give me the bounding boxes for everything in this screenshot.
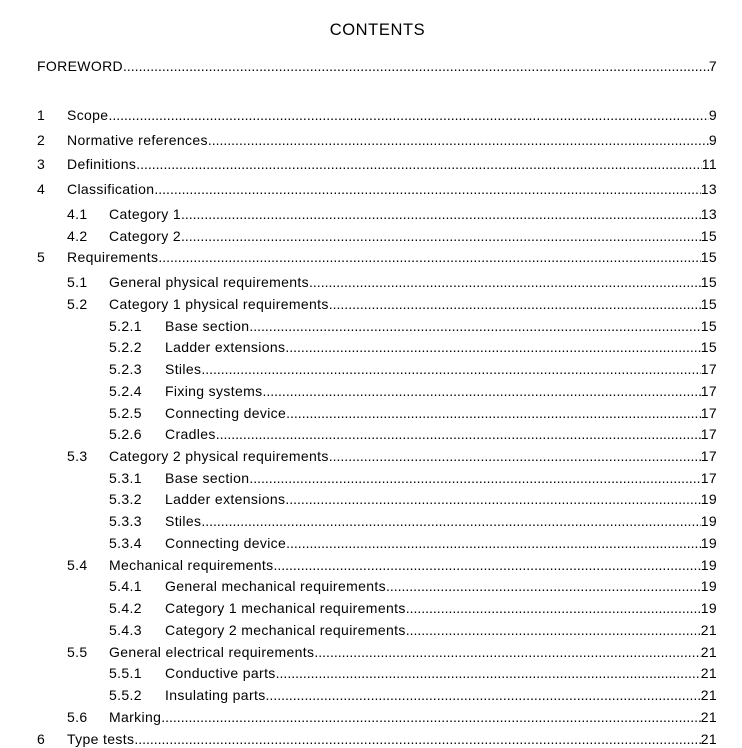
- toc-entry-title: Classification: [67, 181, 155, 197]
- toc-leader-line: [165, 338, 717, 356]
- toc-entry-title: Insulating parts: [165, 687, 266, 703]
- toc-entry-number: 5.2.1: [109, 318, 142, 334]
- toc-entry: [109, 599, 717, 617]
- toc-entry-number: 5.3.1: [109, 470, 142, 486]
- toc-entry-number: 5.2: [67, 296, 88, 312]
- toc-entry-page: 15: [700, 318, 717, 334]
- toc-leader-line: [165, 469, 717, 487]
- dot-leader: [285, 490, 700, 508]
- toc-entry: [67, 708, 717, 726]
- toc-entry-number: 5.3.2: [109, 491, 142, 507]
- toc-leader-line: [165, 425, 717, 443]
- toc-entry-number: 5.5.2: [109, 687, 142, 703]
- toc-entry-title: Ladder extensions: [165, 339, 286, 355]
- dot-leader: [309, 273, 701, 291]
- toc-entry-page: 19: [700, 578, 717, 594]
- toc-entry-page: 19: [700, 491, 717, 507]
- toc-entry-number: 5.4.1: [109, 578, 142, 594]
- toc-entry-page: 17: [700, 361, 717, 377]
- toc-entry-title: Fixing systems: [165, 383, 263, 399]
- toc-entry-title: Category 1 physical requirements: [109, 296, 329, 312]
- dot-leader: [406, 599, 701, 617]
- toc-entry: [109, 490, 717, 508]
- toc-leader-line: [165, 686, 717, 704]
- toc-entry: [109, 686, 717, 704]
- toc-entry-title: Stiles: [165, 513, 202, 529]
- toc-entry-page: 15: [700, 228, 717, 244]
- toc-entry-page: 17: [700, 405, 717, 421]
- toc-entry: [67, 227, 717, 245]
- toc-entry-page: 21: [700, 731, 717, 747]
- toc-leader-line: [109, 447, 717, 465]
- toc-entry-number: 5.2.6: [109, 426, 142, 442]
- toc-entry-number: 4.2: [67, 228, 88, 244]
- toc-entry: [109, 577, 717, 595]
- toc-leader-line: [109, 227, 717, 245]
- toc-entry-page: 19: [700, 600, 717, 616]
- dot-leader: [286, 534, 701, 552]
- toc-entry-number: 1: [37, 107, 46, 123]
- toc-entry-number: 5.5: [67, 644, 88, 660]
- dot-leader: [201, 360, 700, 378]
- toc-entry-title: General physical requirements: [109, 274, 310, 290]
- dot-leader: [314, 643, 700, 661]
- toc-entry-title: Marking: [109, 709, 162, 725]
- toc-entry-title: Category 2: [109, 228, 181, 244]
- toc-entry: [109, 404, 717, 422]
- toc-entry: [37, 131, 717, 149]
- toc-entry: [109, 621, 717, 639]
- toc-entry-page: 17: [700, 470, 717, 486]
- dot-leader: [286, 404, 701, 422]
- toc-leader-line: [109, 643, 717, 661]
- toc-entry: [37, 106, 717, 124]
- toc-entry: [67, 295, 717, 313]
- dot-leader: [161, 708, 700, 726]
- toc-entry-number: 5.2.2: [109, 339, 142, 355]
- toc-entry-page: 9: [708, 107, 717, 123]
- toc-entry: [109, 382, 717, 400]
- dot-leader: [108, 106, 708, 124]
- toc-entry: [67, 273, 717, 291]
- toc-entry: [109, 469, 717, 487]
- toc-entry: [109, 317, 717, 335]
- toc-leader-line: [37, 57, 717, 75]
- toc-entry-number: 5.4.2: [109, 600, 142, 616]
- toc-entry: [109, 534, 717, 552]
- dot-leader: [249, 317, 700, 335]
- toc-leader-line: [67, 155, 717, 173]
- toc-entry-title: Type tests: [67, 731, 135, 747]
- toc-entry: [37, 730, 717, 748]
- dot-leader: [181, 227, 701, 245]
- dot-leader: [329, 295, 701, 313]
- toc-entry: [37, 248, 717, 266]
- toc-entry: [109, 360, 717, 378]
- toc-leader-line: [67, 180, 717, 198]
- toc-leader-line: [67, 730, 717, 748]
- toc-entry-title: Scope: [67, 107, 109, 123]
- toc-entry-number: 5: [37, 249, 46, 265]
- dot-leader: [262, 382, 700, 400]
- toc-entry: [109, 664, 717, 682]
- toc-leader-line: [109, 295, 717, 313]
- toc-entry: [67, 205, 717, 223]
- dot-leader: [249, 469, 700, 487]
- dot-leader: [273, 556, 700, 574]
- toc-entry-page: 19: [700, 557, 717, 573]
- toc-entry-number: 5.2.3: [109, 361, 142, 377]
- toc-entry-title: Base section: [165, 318, 250, 334]
- toc-entry: [67, 447, 717, 465]
- toc-entry-number: 2: [37, 132, 46, 148]
- toc-entry-title: Category 1: [109, 206, 181, 222]
- toc-leader-line: [165, 404, 717, 422]
- toc-leader-line: [109, 708, 717, 726]
- toc-entry-number: 3: [37, 156, 46, 172]
- dot-leader: [285, 338, 700, 356]
- toc-leader-line: [109, 205, 717, 223]
- toc-entry-page: 17: [700, 426, 717, 442]
- toc-entry-page: 21: [700, 665, 717, 681]
- toc-entry-title: Mechanical requirements: [109, 557, 274, 573]
- toc-entry-title: Ladder extensions: [165, 491, 286, 507]
- toc-entry-number: 5.4.3: [109, 622, 142, 638]
- toc-entry-page: 11: [701, 156, 717, 172]
- toc-entry: [109, 338, 717, 356]
- dot-leader: [406, 621, 701, 639]
- toc-entry: [109, 425, 717, 443]
- toc-leader-line: [67, 131, 717, 149]
- toc-entry: [109, 512, 717, 530]
- toc-entry-page: 7: [708, 58, 717, 74]
- toc-leader-line: [165, 534, 717, 552]
- toc-leader-line: [67, 248, 717, 266]
- toc-entry-page: 15: [700, 274, 717, 290]
- toc-entry-page: 19: [700, 513, 717, 529]
- toc-entry-page: 19: [700, 535, 717, 551]
- toc-entry-title: Stiles: [165, 361, 202, 377]
- toc-entry-title: Conductive parts: [165, 665, 276, 681]
- toc-entry-page: 13: [700, 181, 717, 197]
- toc-entry-number: 5.6: [67, 709, 88, 725]
- dot-leader: [216, 425, 701, 443]
- toc-leader-line: [165, 664, 717, 682]
- toc-entry: [67, 643, 717, 661]
- toc-leader-line: [109, 556, 717, 574]
- toc-entry-title: Requirements: [67, 249, 159, 265]
- dot-leader: [123, 57, 709, 75]
- dot-leader: [329, 447, 701, 465]
- toc-entry-number: 4: [37, 181, 46, 197]
- toc-leader-line: [165, 317, 717, 335]
- toc-entry-number: 4.1: [67, 206, 88, 222]
- dot-leader: [276, 664, 701, 682]
- toc-entry: [37, 57, 717, 75]
- dot-leader: [386, 577, 701, 595]
- dot-leader: [266, 686, 701, 704]
- toc-entry: [37, 155, 717, 173]
- toc-entry-number: 5.4: [67, 557, 88, 573]
- toc-entry-page: 21: [700, 622, 717, 638]
- toc-entry-page: 15: [700, 296, 717, 312]
- toc-leader-line: [165, 490, 717, 508]
- toc-entry-title: Category 2 physical requirements: [109, 448, 329, 464]
- toc-entry-title: Connecting device: [165, 405, 287, 421]
- toc-entry-page: 21: [700, 644, 717, 660]
- toc-entry-number: 5.5.1: [109, 665, 142, 681]
- toc-leader-line: [165, 621, 717, 639]
- toc-entry-number: 5.3.4: [109, 535, 142, 551]
- toc-entry-page: 21: [700, 709, 717, 725]
- toc-entry-number: 5.2.5: [109, 405, 142, 421]
- toc-entry-page: 17: [700, 448, 717, 464]
- dot-leader: [158, 248, 700, 266]
- toc-entry-page: 13: [700, 206, 717, 222]
- toc-entry-page: 21: [700, 687, 717, 703]
- toc-entry-title: Connecting device: [165, 535, 287, 551]
- toc-entry-page: 15: [700, 249, 717, 265]
- toc-leader-line: [165, 512, 717, 530]
- dot-leader: [154, 180, 700, 198]
- toc-entry-title: FOREWORD: [37, 58, 124, 74]
- dot-leader: [208, 131, 709, 149]
- toc-entry-title: Category 2 mechanical requirements: [165, 622, 406, 638]
- toc-leader-line: [109, 273, 717, 291]
- toc-entry: [67, 556, 717, 574]
- toc-entry-title: Normative references: [67, 132, 208, 148]
- toc-entry-title: General mechanical requirements: [165, 578, 386, 594]
- toc-leader-line: [165, 360, 717, 378]
- toc-entry-number: 5.3: [67, 448, 88, 464]
- toc-entry-page: 15: [700, 339, 717, 355]
- dot-leader: [201, 512, 700, 530]
- toc-entry-title: Base section: [165, 470, 250, 486]
- toc-leader-line: [165, 577, 717, 595]
- toc-entry-title: Definitions: [67, 156, 137, 172]
- toc-entry-title: Cradles: [165, 426, 216, 442]
- toc-entry-number: 5.3.3: [109, 513, 142, 529]
- toc-entry-number: 5.2.4: [109, 383, 142, 399]
- page-title: CONTENTS: [329, 21, 426, 39]
- toc-entry-number: 5.1: [67, 274, 88, 290]
- toc-entry-number: 6: [37, 731, 46, 747]
- toc-entry-page: 17: [700, 383, 717, 399]
- toc-entry-title: Category 1 mechanical requirements: [165, 600, 406, 616]
- dot-leader: [181, 205, 701, 223]
- toc-entry-page: 9: [708, 132, 717, 148]
- toc-entry-title: General electrical requirements: [109, 644, 315, 660]
- toc-leader-line: [67, 106, 717, 124]
- dot-leader: [136, 155, 702, 173]
- toc-entry: [37, 180, 717, 198]
- toc-leader-line: [165, 599, 717, 617]
- dot-leader: [134, 730, 700, 748]
- toc-leader-line: [165, 382, 717, 400]
